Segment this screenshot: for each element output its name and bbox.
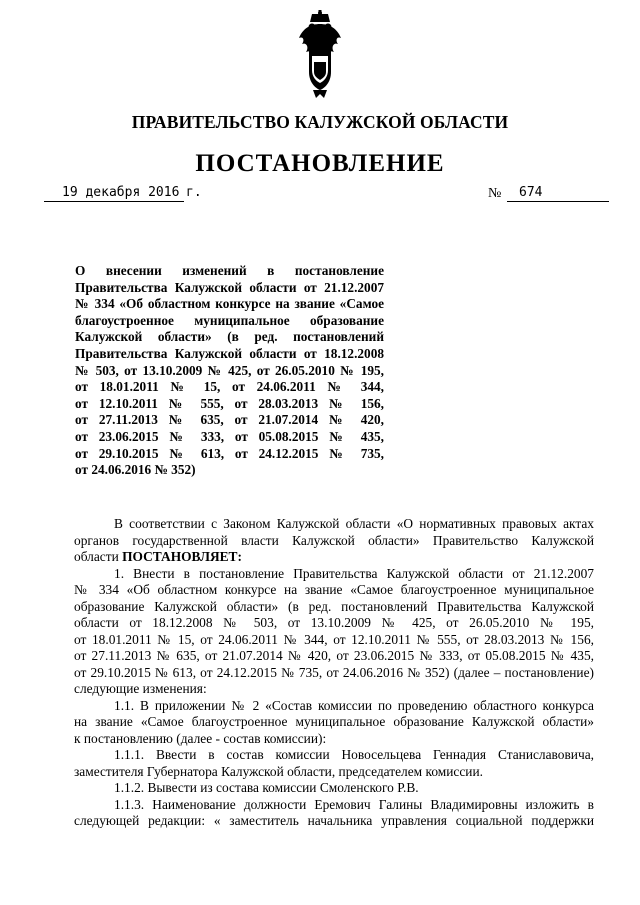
body-line: следующие изменения:	[74, 681, 207, 696]
subject-line: № 334 «Об областном конкурсе на звание «Самое	[75, 296, 384, 312]
coat-of-arms-icon	[297, 10, 343, 100]
body-line: образование Калужской области» (в ред. постановлений Правительства Калужской	[74, 598, 594, 614]
subject-line: О внесении изменений в постановление	[75, 263, 384, 278]
body-line: заместителя Губернатора Калужской области, председателем комиссии.	[74, 763, 483, 779]
subject-line: № 503, от 13.10.2009 № 425, от 26.05.2010 № 195,	[75, 362, 384, 378]
document-subject	[75, 263, 384, 479]
body-line: 1. Внести в постановление Правительства Калужской области от 21.12.2007	[114, 565, 594, 581]
subject-line: Правительства Калужской области от 21.12.2007	[75, 279, 384, 295]
body-line: В соответствии с Законом Калужской области «О нормативных правовых актах	[114, 516, 594, 531]
body-line: на звание «Самое благоустроенное муниципальное образование Калужской области»	[74, 714, 594, 729]
body-line: органов государственной власти Калужской области» Правительство Калужской	[74, 532, 594, 548]
organization-title: ПРАВИТЕЛЬСТВО КАЛУЖСКОЙ ОБЛАСТИ	[131, 112, 509, 132]
subject-line: от 12.10.2011 № 555, от 28.03.2013 № 156,	[75, 395, 384, 411]
subject-line: Калужской области» (в ред. постановлений	[75, 329, 384, 345]
document-date-suffix: г.	[186, 185, 202, 200]
document-date: 19 декабря 2016	[44, 185, 184, 202]
subject-line: от 24.06.2016 № 352)	[75, 462, 196, 478]
subject-line: от 18.01.2011 № 15, от 24.06.2011 № 344,	[75, 379, 384, 395]
subject-line: от 23.06.2015 № 333, от 05.08.2015 № 435,	[75, 428, 384, 444]
body-line: от 27.11.2013 № 635, от 21.07.2014 № 420, от 23.06.2015 № 333, от 05.08.2015 № 435,	[74, 648, 594, 663]
document-number-label: №	[488, 186, 502, 201]
body-line: от 18.01.2011 № 15, от 24.06.2011 № 344, от 12.10.2011 № 555, от 28.03.2013 № 156,	[74, 631, 594, 647]
body-line: области от 18.12.2008 № 503, от 13.10.2009 № 425, от 26.05.2010 № 195,	[74, 615, 594, 630]
document-number: 674	[507, 185, 609, 202]
body-line: 1.1.2. Вывести из состава комиссии Смоленского Р.В.	[114, 780, 419, 795]
intro-prefix: области	[74, 549, 119, 564]
subject-line: от 29.10.2015 № 613, от 24.12.2015 № 735,	[75, 445, 384, 461]
subject-line: Правительства Калужской области от 18.12.2008	[75, 345, 384, 361]
subject-line: благоустроенное муниципальное образование	[75, 312, 384, 328]
subject-line: от 27.11.2013 № 635, от 21.07.2014 № 420,	[75, 412, 384, 428]
body-line: 1.1.1. Ввести в состав комиссии Новосельцева Геннадия Станиславовича,	[114, 747, 594, 762]
body-line: от 29.10.2015 № 613, от 24.12.2015 № 735, от 24.06.2016 № 352) (далее – постановление)	[74, 664, 594, 680]
body-line	[74, 549, 594, 566]
document-body	[74, 516, 594, 830]
body-line: 1.1.3. Наименование должности Еремович Галины Владимировны изложить в	[114, 796, 594, 812]
resolves-keyword: ПОСТАНОВЛЯЕТ:	[122, 549, 242, 564]
body-line: к постановлению (далее - состав комиссии):	[74, 730, 327, 746]
body-line: 1.1. В приложении № 2 «Состав комиссии по проведению областного конкурса	[114, 697, 594, 713]
body-line: следующей редакции: « заместитель начальника управления социальной поддержки	[74, 813, 594, 828]
body-line: № 334 «Об областном конкурсе на звание «Самое благоустроенное муниципальное	[74, 582, 594, 597]
document-type-title: ПОСТАНОВЛЕНИЕ	[195, 150, 445, 177]
